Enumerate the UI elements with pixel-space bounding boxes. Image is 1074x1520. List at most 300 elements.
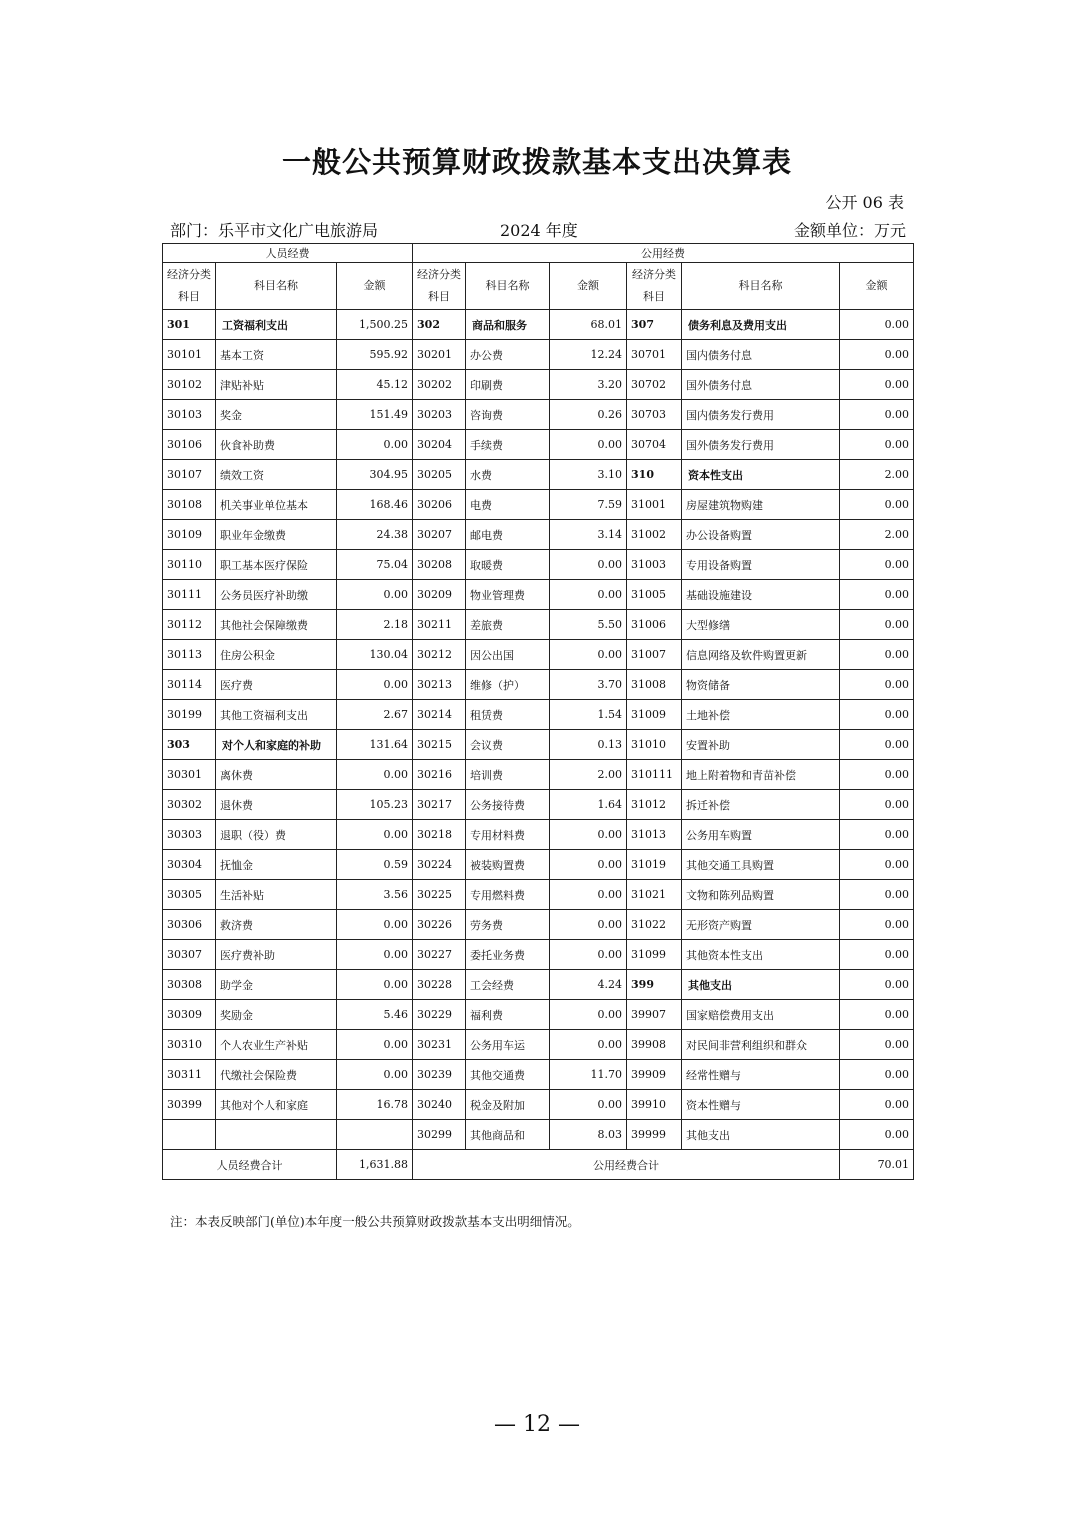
other-amount-cell: 0.00 (840, 1030, 914, 1060)
public-amount-cell: 1.54 (550, 700, 627, 730)
personnel-code-cell: 30305 (163, 880, 216, 910)
public-name-cell: 维修（护） (466, 670, 550, 700)
column-header-code: 经济分类科目 (627, 263, 682, 310)
table-row (163, 670, 914, 700)
other-name-cell: 资本性支出 (682, 460, 840, 490)
other-code-cell: 31010 (627, 730, 682, 760)
personnel-name-cell: 工资福利支出 (216, 310, 337, 340)
personnel-name-cell: 伙食补助费 (216, 430, 337, 460)
other-code-cell: 31008 (627, 670, 682, 700)
totals-row (163, 1150, 914, 1180)
other-amount-cell: 0.00 (840, 910, 914, 940)
personnel-amount-cell: 0.59 (337, 850, 413, 880)
public-amount-cell: 0.00 (550, 1090, 627, 1120)
public-code-cell: 30205 (413, 460, 466, 490)
table-row (163, 910, 914, 940)
other-amount-cell: 0.00 (840, 430, 914, 460)
other-name-cell: 办公设备购置 (682, 520, 840, 550)
personnel-code-cell: 30199 (163, 700, 216, 730)
other-code-cell: 31001 (627, 490, 682, 520)
other-code-cell: 31013 (627, 820, 682, 850)
personnel-code-cell: 30399 (163, 1090, 216, 1120)
personnel-code-cell: 30308 (163, 970, 216, 1000)
public-total-label: 公用经费合计 (413, 1150, 840, 1180)
public-amount-cell: 3.70 (550, 670, 627, 700)
table-row (163, 850, 914, 880)
public-amount-cell: 68.01 (550, 310, 627, 340)
column-header-name: 科目名称 (466, 263, 550, 310)
public-code-cell: 30228 (413, 970, 466, 1000)
public-amount-cell: 0.00 (550, 850, 627, 880)
other-code-cell: 30701 (627, 340, 682, 370)
public-amount-cell: 8.03 (550, 1120, 627, 1150)
other-name-cell: 其他支出 (682, 970, 840, 1000)
table-row (163, 1120, 914, 1150)
personnel-name-cell: 救济费 (216, 910, 337, 940)
other-code-cell: 399 (627, 970, 682, 1000)
other-name-cell: 专用设备购置 (682, 550, 840, 580)
other-code-cell: 30702 (627, 370, 682, 400)
column-header-code: 经济分类科目 (163, 263, 216, 310)
other-amount-cell: 0.00 (840, 490, 914, 520)
other-name-cell: 其他交通工具购置 (682, 850, 840, 880)
public-amount-cell: 0.00 (550, 880, 627, 910)
public-code-cell: 30212 (413, 640, 466, 670)
public-name-cell: 公务接待费 (466, 790, 550, 820)
other-name-cell: 债务利息及费用支出 (682, 310, 840, 340)
other-code-cell: 31003 (627, 550, 682, 580)
personnel-code-cell: 30301 (163, 760, 216, 790)
table-row (163, 460, 914, 490)
table-row (163, 1000, 914, 1030)
other-code-cell: 310 (627, 460, 682, 490)
public-code-cell: 30299 (413, 1120, 466, 1150)
personnel-name-cell: 机关事业单位基本 (216, 490, 337, 520)
personnel-code-cell: 30107 (163, 460, 216, 490)
personnel-code-cell: 30110 (163, 550, 216, 580)
public-total-amount: 70.01 (840, 1150, 914, 1180)
public-code-cell: 30207 (413, 520, 466, 550)
public-amount-cell: 0.00 (550, 820, 627, 850)
other-code-cell: 31012 (627, 790, 682, 820)
personnel-code-cell: 30112 (163, 610, 216, 640)
public-name-cell: 邮电费 (466, 520, 550, 550)
table-row (163, 880, 914, 910)
personnel-code-cell: 30306 (163, 910, 216, 940)
personnel-name-cell: 住房公积金 (216, 640, 337, 670)
meta-line (170, 218, 906, 240)
expenditure-table (162, 243, 914, 1180)
other-name-cell: 国外债务付息 (682, 370, 840, 400)
other-name-cell: 基础设施建设 (682, 580, 840, 610)
public-name-cell: 电费 (466, 490, 550, 520)
table-row (163, 400, 914, 430)
personnel-name-cell: 其他社会保障缴费 (216, 610, 337, 640)
personnel-code-cell: 30113 (163, 640, 216, 670)
personnel-amount-cell: 0.00 (337, 580, 413, 610)
table-row (163, 970, 914, 1000)
other-name-cell: 国内债务发行费用 (682, 400, 840, 430)
page-title: 一般公共预算财政拨款基本支出决算表 (281, 145, 792, 179)
fiscal-year-label: 2024 年度 (500, 221, 578, 240)
other-amount-cell: 0.00 (840, 1060, 914, 1090)
table-row (163, 1090, 914, 1120)
table-row (163, 340, 914, 370)
personnel-name-cell: 退职（役）费 (216, 820, 337, 850)
personnel-amount-cell: 0.00 (337, 430, 413, 460)
public-name-cell: 劳务费 (466, 910, 550, 940)
other-code-cell: 31007 (627, 640, 682, 670)
other-amount-cell: 0.00 (840, 670, 914, 700)
public-amount-cell: 4.24 (550, 970, 627, 1000)
public-code-cell: 30215 (413, 730, 466, 760)
personnel-name-cell: 奖励金 (216, 1000, 337, 1030)
other-amount-cell: 0.00 (840, 1000, 914, 1030)
other-name-cell: 资本性赠与 (682, 1090, 840, 1120)
other-amount-cell: 0.00 (840, 550, 914, 580)
personnel-amount-cell: 131.64 (337, 730, 413, 760)
public-name-cell: 其他交通费 (466, 1060, 550, 1090)
table-row (163, 820, 914, 850)
personnel-name-cell: 退休费 (216, 790, 337, 820)
public-name-cell: 税金及附加 (466, 1090, 550, 1120)
other-code-cell: 31005 (627, 580, 682, 610)
other-amount-cell: 0.00 (840, 940, 914, 970)
public-code-cell: 30213 (413, 670, 466, 700)
column-header-name: 科目名称 (682, 263, 840, 310)
other-code-cell: 30703 (627, 400, 682, 430)
public-name-cell: 公务用车运 (466, 1030, 550, 1060)
other-name-cell: 安置补助 (682, 730, 840, 760)
other-code-cell: 310111 (627, 760, 682, 790)
public-code-cell: 30209 (413, 580, 466, 610)
public-name-cell: 专用材料费 (466, 820, 550, 850)
other-amount-cell: 0.00 (840, 370, 914, 400)
personnel-code-cell: 30303 (163, 820, 216, 850)
personnel-amount-cell: 0.00 (337, 760, 413, 790)
other-amount-cell: 0.00 (840, 700, 914, 730)
other-name-cell: 地上附着物和青苗补偿 (682, 760, 840, 790)
personnel-code-cell: 30109 (163, 520, 216, 550)
public-code-cell: 30227 (413, 940, 466, 970)
public-code-cell: 30226 (413, 910, 466, 940)
personnel-code-cell: 30311 (163, 1060, 216, 1090)
other-name-cell: 国外债务发行费用 (682, 430, 840, 460)
public-name-cell: 差旅费 (466, 610, 550, 640)
other-name-cell: 房屋建筑物购建 (682, 490, 840, 520)
other-name-cell: 无形资产购置 (682, 910, 840, 940)
table-row (163, 580, 914, 610)
public-code-cell: 30239 (413, 1060, 466, 1090)
personnel-code-cell: 303 (163, 730, 216, 760)
personnel-name-cell: 个人农业生产补贴 (216, 1030, 337, 1060)
personnel-code-cell: 30302 (163, 790, 216, 820)
column-header-amount: 金额 (337, 263, 413, 310)
personnel-amount-cell: 0.00 (337, 1030, 413, 1060)
personnel-amount-cell: 168.46 (337, 490, 413, 520)
personnel-amount-cell: 0.00 (337, 1060, 413, 1090)
public-name-cell: 取暖费 (466, 550, 550, 580)
personnel-code-cell: 30101 (163, 340, 216, 370)
table-row (163, 730, 914, 760)
personnel-name-cell: 绩效工资 (216, 460, 337, 490)
personnel-code-cell: 30103 (163, 400, 216, 430)
personnel-code-cell: 30111 (163, 580, 216, 610)
other-code-cell: 31006 (627, 610, 682, 640)
public-amount-cell: 3.10 (550, 460, 627, 490)
public-amount-cell: 0.00 (550, 550, 627, 580)
other-code-cell: 39910 (627, 1090, 682, 1120)
personnel-name-cell: 奖金 (216, 400, 337, 430)
personnel-amount-cell: 75.04 (337, 550, 413, 580)
public-amount-cell: 0.00 (550, 1000, 627, 1030)
personnel-code-cell: 30310 (163, 1030, 216, 1060)
other-amount-cell: 0.00 (840, 730, 914, 760)
public-code-cell: 30224 (413, 850, 466, 880)
table-note: 注：本表反映部门(单位)本年度一般公共预算财政拨款基本支出明细情况。 (170, 1214, 580, 1229)
personnel-name-cell: 对个人和家庭的补助 (216, 730, 337, 760)
other-code-cell: 31019 (627, 850, 682, 880)
personnel-amount-cell: 5.46 (337, 1000, 413, 1030)
personnel-code-cell: 301 (163, 310, 216, 340)
table-row (163, 550, 914, 580)
public-code-cell: 30218 (413, 820, 466, 850)
personnel-amount-cell: 304.95 (337, 460, 413, 490)
personnel-name-cell: 津贴补贴 (216, 370, 337, 400)
public-code-cell: 30202 (413, 370, 466, 400)
personnel-name-cell: 职业年金缴费 (216, 520, 337, 550)
table-row (163, 760, 914, 790)
other-name-cell: 经常性赠与 (682, 1060, 840, 1090)
table-row (163, 700, 914, 730)
other-code-cell: 31022 (627, 910, 682, 940)
column-header-code: 经济分类科目 (413, 263, 466, 310)
public-amount-cell: 12.24 (550, 340, 627, 370)
table-row (163, 1030, 914, 1060)
department-label: 部门：乐平市文化广电旅游局 (170, 221, 379, 240)
other-amount-cell: 2.00 (840, 460, 914, 490)
public-amount-cell: 0.00 (550, 940, 627, 970)
public-name-cell: 培训费 (466, 760, 550, 790)
public-code-cell: 30217 (413, 790, 466, 820)
table-row (163, 610, 914, 640)
group-header-row (163, 244, 914, 263)
public-amount-cell: 5.50 (550, 610, 627, 640)
personnel-name-cell: 助学金 (216, 970, 337, 1000)
table-row (163, 1060, 914, 1090)
public-amount-cell: 0.00 (550, 580, 627, 610)
public-amount-cell: 3.14 (550, 520, 627, 550)
other-code-cell: 30704 (627, 430, 682, 460)
personnel-name-cell: 基本工资 (216, 340, 337, 370)
other-name-cell: 信息网络及软件购置更新 (682, 640, 840, 670)
other-name-cell: 大型修缮 (682, 610, 840, 640)
table-row (163, 370, 914, 400)
table-row (163, 310, 914, 340)
public-name-cell: 商品和服务 (466, 310, 550, 340)
public-name-cell: 咨询费 (466, 400, 550, 430)
other-code-cell: 307 (627, 310, 682, 340)
personnel-amount-cell: 0.00 (337, 670, 413, 700)
personnel-code-cell: 30114 (163, 670, 216, 700)
other-code-cell: 39908 (627, 1030, 682, 1060)
public-amount-cell: 0.00 (550, 1030, 627, 1060)
public-amount-cell: 0.00 (550, 430, 627, 460)
personnel-amount-cell: 24.38 (337, 520, 413, 550)
public-amount-cell: 11.70 (550, 1060, 627, 1090)
public-name-cell: 手续费 (466, 430, 550, 460)
other-amount-cell: 2.00 (840, 520, 914, 550)
personnel-amount-cell: 105.23 (337, 790, 413, 820)
other-name-cell: 公务用车购置 (682, 820, 840, 850)
other-amount-cell: 0.00 (840, 820, 914, 850)
personnel-code-cell (163, 1120, 216, 1150)
personnel-code-cell: 30102 (163, 370, 216, 400)
amount-unit-label: 金额单位：万元 (793, 221, 906, 240)
personnel-name-cell: 代缴社会保险费 (216, 1060, 337, 1090)
public-name-cell: 因公出国 (466, 640, 550, 670)
table-row (163, 490, 914, 520)
personnel-amount-cell: 0.00 (337, 820, 413, 850)
personnel-code-cell: 30309 (163, 1000, 216, 1030)
personnel-total-label: 人员经费合计 (163, 1150, 337, 1180)
public-group-header: 公用经费 (413, 244, 914, 263)
personnel-amount-cell: 595.92 (337, 340, 413, 370)
table-row (163, 640, 914, 670)
personnel-amount-cell: 2.67 (337, 700, 413, 730)
public-name-cell: 水费 (466, 460, 550, 490)
column-header-row (163, 263, 914, 310)
public-name-cell: 会议费 (466, 730, 550, 760)
personnel-amount-cell (337, 1120, 413, 1150)
public-name-cell: 工会经费 (466, 970, 550, 1000)
public-amount-cell: 0.13 (550, 730, 627, 760)
public-code-cell: 30229 (413, 1000, 466, 1030)
personnel-name-cell: 生活补贴 (216, 880, 337, 910)
personnel-amount-cell: 0.00 (337, 910, 413, 940)
table-row (163, 520, 914, 550)
other-code-cell: 31021 (627, 880, 682, 910)
other-amount-cell: 0.00 (840, 310, 914, 340)
public-name-cell: 印刷费 (466, 370, 550, 400)
public-code-cell: 30211 (413, 610, 466, 640)
personnel-code-cell: 30108 (163, 490, 216, 520)
other-code-cell: 39907 (627, 1000, 682, 1030)
public-name-cell: 其他商品和 (466, 1120, 550, 1150)
personnel-code-cell: 30307 (163, 940, 216, 970)
personnel-amount-cell: 16.78 (337, 1090, 413, 1120)
personnel-name-cell: 职工基本医疗保险 (216, 550, 337, 580)
form-number: 公开 06 表 (825, 193, 904, 212)
personnel-name-cell: 医疗费 (216, 670, 337, 700)
personnel-amount-cell: 151.49 (337, 400, 413, 430)
public-amount-cell: 0.00 (550, 640, 627, 670)
public-code-cell: 302 (413, 310, 466, 340)
personnel-name-cell: 公务员医疗补助缴 (216, 580, 337, 610)
column-header-amount: 金额 (840, 263, 914, 310)
public-name-cell: 福利费 (466, 1000, 550, 1030)
other-amount-cell: 0.00 (840, 1120, 914, 1150)
personnel-amount-cell: 0.00 (337, 970, 413, 1000)
public-code-cell: 30240 (413, 1090, 466, 1120)
personnel-name-cell: 抚恤金 (216, 850, 337, 880)
table-row (163, 790, 914, 820)
personnel-code-cell: 30304 (163, 850, 216, 880)
other-amount-cell: 0.00 (840, 340, 914, 370)
other-code-cell: 31009 (627, 700, 682, 730)
other-name-cell: 土地补偿 (682, 700, 840, 730)
personnel-group-header: 人员经费 (163, 244, 413, 263)
personnel-name-cell: 其他工资福利支出 (216, 700, 337, 730)
public-code-cell: 30208 (413, 550, 466, 580)
other-amount-cell: 0.00 (840, 400, 914, 430)
public-amount-cell: 0.00 (550, 910, 627, 940)
other-amount-cell: 0.00 (840, 850, 914, 880)
other-name-cell: 其他资本性支出 (682, 940, 840, 970)
public-amount-cell: 7.59 (550, 490, 627, 520)
other-amount-cell: 0.00 (840, 880, 914, 910)
public-name-cell: 被装购置费 (466, 850, 550, 880)
other-amount-cell: 0.00 (840, 580, 914, 610)
public-amount-cell: 1.64 (550, 790, 627, 820)
public-code-cell: 30201 (413, 340, 466, 370)
public-name-cell: 专用燃料费 (466, 880, 550, 910)
other-amount-cell: 0.00 (840, 970, 914, 1000)
public-code-cell: 30231 (413, 1030, 466, 1060)
public-code-cell: 30225 (413, 880, 466, 910)
other-amount-cell: 0.00 (840, 640, 914, 670)
personnel-amount-cell: 1,500.25 (337, 310, 413, 340)
personnel-amount-cell: 2.18 (337, 610, 413, 640)
personnel-code-cell: 30106 (163, 430, 216, 460)
column-header-amount: 金额 (550, 263, 627, 310)
public-amount-cell: 0.26 (550, 400, 627, 430)
public-name-cell: 委托业务费 (466, 940, 550, 970)
other-code-cell: 31099 (627, 940, 682, 970)
personnel-total-amount: 1,631.88 (337, 1150, 413, 1180)
public-code-cell: 30206 (413, 490, 466, 520)
public-code-cell: 30203 (413, 400, 466, 430)
other-name-cell: 文物和陈列品购置 (682, 880, 840, 910)
public-name-cell: 物业管理费 (466, 580, 550, 610)
public-name-cell: 办公费 (466, 340, 550, 370)
other-name-cell: 国内债务付息 (682, 340, 840, 370)
column-header-name: 科目名称 (216, 263, 337, 310)
other-amount-cell: 0.00 (840, 790, 914, 820)
other-amount-cell: 0.00 (840, 610, 914, 640)
public-code-cell: 30216 (413, 760, 466, 790)
public-amount-cell: 2.00 (550, 760, 627, 790)
other-amount-cell: 0.00 (840, 760, 914, 790)
other-name-cell: 国家赔偿费用支出 (682, 1000, 840, 1030)
personnel-amount-cell: 0.00 (337, 940, 413, 970)
page-number: — 12 — (494, 1412, 580, 1437)
personnel-amount-cell: 45.12 (337, 370, 413, 400)
personnel-amount-cell: 3.56 (337, 880, 413, 910)
personnel-name-cell (216, 1120, 337, 1150)
public-code-cell: 30214 (413, 700, 466, 730)
other-code-cell: 39999 (627, 1120, 682, 1150)
other-name-cell: 对民间非营利组织和群众 (682, 1030, 840, 1060)
personnel-amount-cell: 130.04 (337, 640, 413, 670)
other-name-cell: 其他支出 (682, 1120, 840, 1150)
public-name-cell: 租赁费 (466, 700, 550, 730)
table-row (163, 940, 914, 970)
personnel-name-cell: 离休费 (216, 760, 337, 790)
public-code-cell: 30204 (413, 430, 466, 460)
other-code-cell: 39909 (627, 1060, 682, 1090)
other-amount-cell: 0.00 (840, 1090, 914, 1120)
